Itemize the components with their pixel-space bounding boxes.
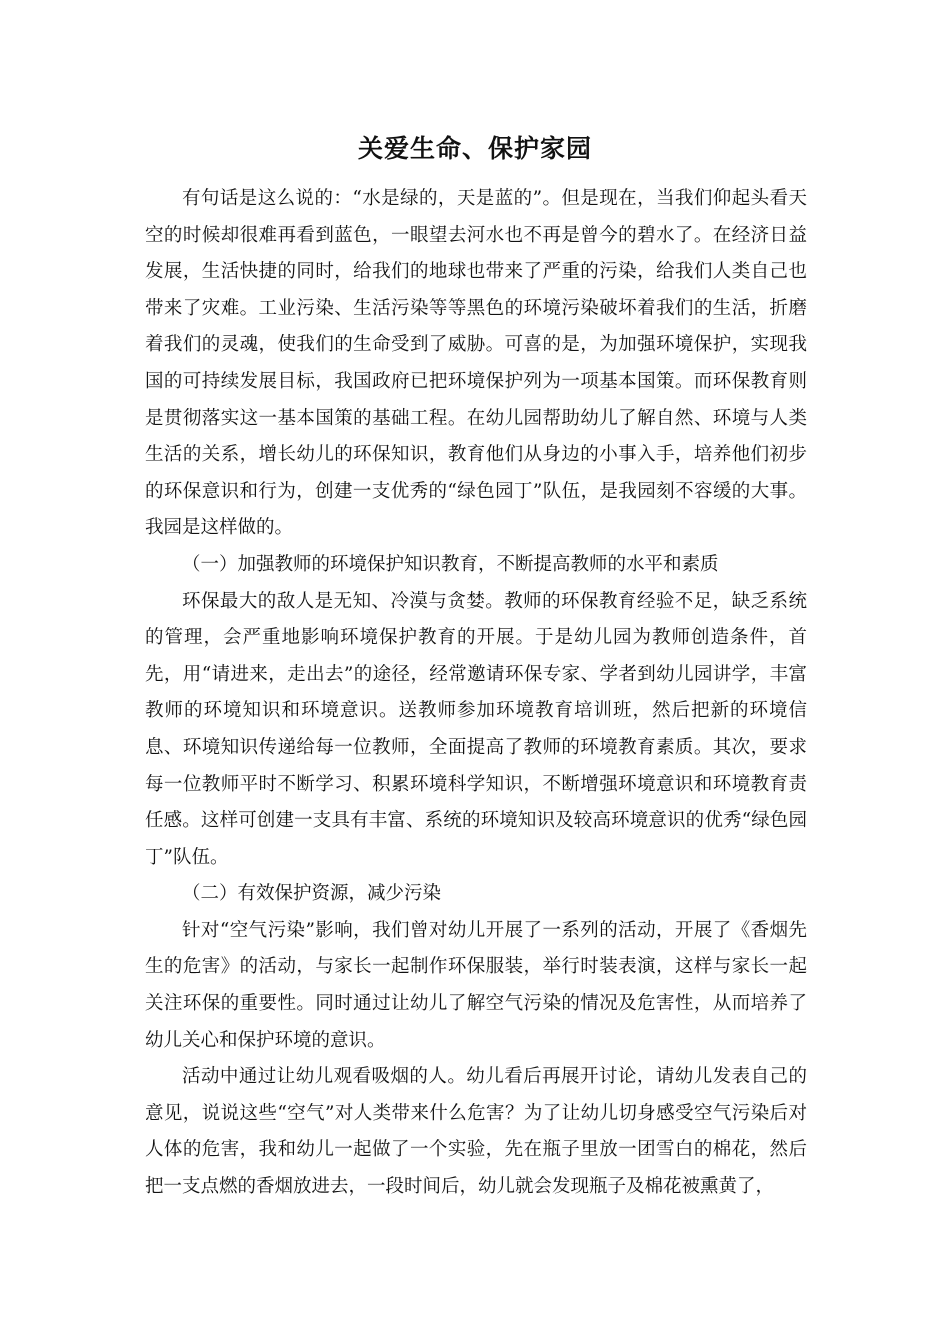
- section-heading-1: （一）加强教师的环境保护知识教育，不断提高教师的水平和素质: [182, 553, 719, 575]
- paragraph-activity: 活动中通过让幼儿观看吸烟的人。幼儿看后再展开讨论，请幼儿发表自己的意见，说说这些“空气”对人类带来什么危害？为了让幼儿切身感受空气污染后对人体的危害，我和幼儿一起做了一个实验，先在瓶子里放一团雪白的棉花，然后把一支点燃的香烟放进去，一段时间后，幼儿就会发现瓶子及棉花被熏黄了，: [145, 1066, 807, 1198]
- section-heading-2: （二）有效保护资源，减少污染: [182, 883, 442, 905]
- document-body: [145, 181, 807, 1206]
- paragraph-teacher-education: 环保最大的敌人是无知、冷漠与贪婪。教师的环保教育经验不足，缺乏系统的管理，会严重地影响环境保护教育的开展。于是幼儿园为教师创造条件，首先，用“请进来，走出去”的途径，经常邀请环保专家、学者到幼儿园讲学，丰富教师的环境知识和环境意识。送教师参加环境教育培训班，然后把新的环境信息、环境知识传递给每一位教师，全面提高了教师的环境教育素质。其次，要求每一位教师平时不断学习、积累环境科学知识，不断增强环境意识和环境教育责任感。这样可创建一支具有丰富、系统的环境知识及较高环境意识的优秀“绿色园丁”队伍。: [145, 590, 807, 868]
- document-title: 关爱生命、保护家园: [357, 134, 592, 163]
- paragraph-intro: 有句话是这么说的：“水是绿的，天是蓝的”。但是现在，当我们仰起头看天空的时候却很难再看到蓝色，一眼望去河水也不再是曾今的碧水了。在经济日益发展，生活快捷的同时，给我们的地球也带来了严重的污染，给我们人类自己也带来了灾难。工业污染、生活污染等等黑色的环境污染破坏着我们的生活，折磨着我们的灵魂，使我们的生命受到了威胁。可喜的是，为加强环境保护，实现我国的可持续发展目标，我国政府已把环境保护列为一项基本国策。而环保教育则是贯彻落实这一基本国策的基础工程。在幼儿园帮助幼儿了解自然、环境与人类生活的关系，增长幼儿的环保知识，教育他们从身边的小事入手，培养他们初步的环保意识和行为，创建一支优秀的“绿色园丁”队伍，是我园刻不容缓的大事。我园是这样做的。: [145, 188, 807, 539]
- paragraph-air-pollution: 针对“空气污染”影响，我们曾对幼儿开展了一系列的活动，开展了《香烟先生的危害》的活动，与家长一起制作环保服装，举行时装表演，这样与家长一起关注环保的重要性。同时通过让幼儿了解空气污染的情况及危害性，从而培养了幼儿关心和保护环境的意识。: [145, 919, 807, 1051]
